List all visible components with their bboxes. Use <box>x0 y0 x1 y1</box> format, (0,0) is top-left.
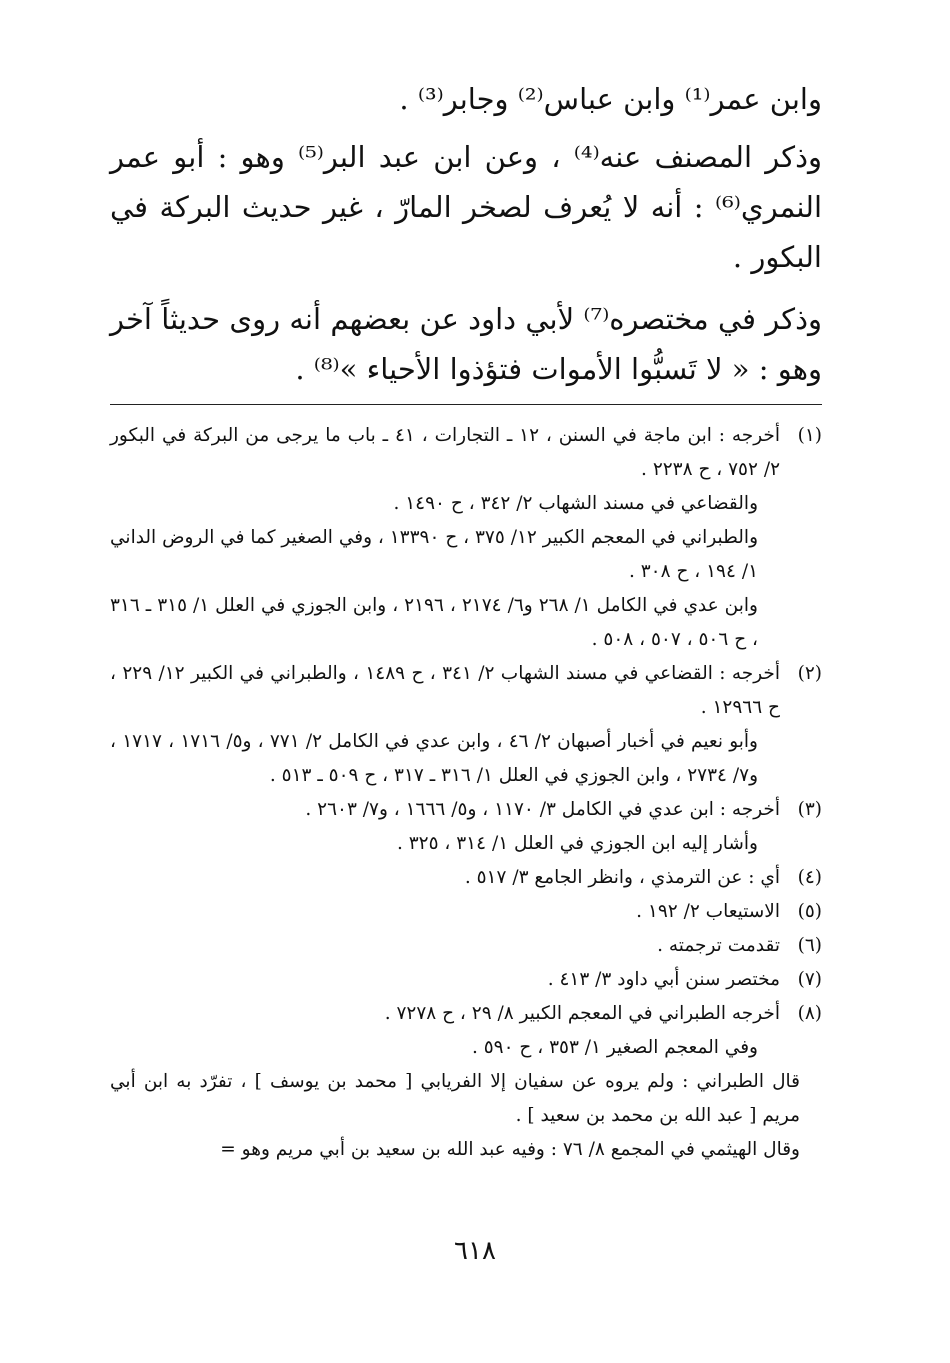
footnote-continuation-2: وقال الهيثمي في المجمع ٨/ ٧٦ : وفيه عبد الله بن سعيد بن أبي مريم وهو = <box>220 1139 800 1160</box>
footnote-line: أخرجه : القضاعي في مسند الشهاب ٢/ ٣٤١ ، ح ١٤٨٩ ، والطبراني في الكبير ١٢/ ٢٢٩ ، ح ١٢٩٦٦ . <box>110 663 780 718</box>
footnote-line: أي : عن الترمذي ، وانظر الجامع ٣/ ٥١٧ . <box>464 867 780 888</box>
footnote-7 <box>110 963 822 997</box>
footnote-2 <box>110 657 822 793</box>
footnote-number: (٦) <box>797 935 822 956</box>
footnote-line: وأبو نعيم في أخبار أصبهان ٢/ ٤٦ ، وابن عدي في الكامل ٢/ ٧٧١ ، و٥/ ١٧١٦ ، ١٧١٧ ، و٧/ ٢٧٣٤ ، وابن الجوزي في العلل ١/ ٣١٦ ـ ٣١٧ ، ح ٥٠٩ ـ ٥١٣ . <box>110 731 758 786</box>
footnote-line: والطبراني في المعجم الكبير ١٢/ ٣٧٥ ، ح ١٣٣٩٠ ، وفي الصغير كما في الروض الداني ١/ ١٩٤ ، ح ٣٠٨ . <box>110 527 758 582</box>
footnote-number: (٤) <box>797 867 822 888</box>
footnote-6 <box>110 929 822 963</box>
footnote-4 <box>110 861 822 895</box>
footnote-line: أخرجه : ابن عدي في الكامل ٣/ ١١٧٠ ، و٥/ ١٦٦٦ ، و٧/ ٢٦٠٣ . <box>305 799 780 820</box>
footnote-line: أخرجه : ابن ماجة في السنن ، ١٢ ـ التجارات ، ٤١ ـ باب ما يرجى من البركة في البكور ٢/ ٧٥٢ ، ح ٢٢٣٨ . <box>110 425 780 480</box>
paragraph-2: وذكر المصنف عنه⁽⁴⁾ ، وعن ابن عبد البر⁽⁵⁾ وهو : أبو عمر النمري⁽⁶⁾ : أنه لا يُعرف لصخر المارّ ، غير حديث البركة في البكور . <box>110 140 822 274</box>
footnote-separator <box>110 404 822 405</box>
footnote-number: (٥) <box>797 901 822 922</box>
footnote-8 <box>110 997 822 1065</box>
footnote-number: (٧) <box>797 969 822 990</box>
footnote-number: (١) <box>797 425 822 446</box>
page-number: ٦١٨ <box>454 1236 496 1266</box>
main-text <box>110 74 822 394</box>
paragraph-3: وذكر في مختصره⁽⁷⁾ لأبي داود عن بعضهم أنه روى حديثاً آخر وهو : « لا تَسبُّوا الأموات فتؤذوا الأحياء »⁽⁸⁾ . <box>110 302 822 386</box>
footnote-line: وفي المعجم الصغير ١/ ٣٥٣ ، ح ٥٩٠ . <box>471 1037 758 1058</box>
footnote-1 <box>110 419 822 657</box>
footnote-line: الاستيعاب ٢/ ١٩٢ . <box>636 901 780 922</box>
footnote-line: والقضاعي في مسند الشهاب ٢/ ٣٤٢ ، ح ١٤٩٠ . <box>393 493 758 514</box>
footnote-number: (٨) <box>797 1003 822 1024</box>
footnote-continuation-1: قال الطبراني : ولم يروه عن سفيان إلا الفريابي [ محمد بن يوسف ] ، تفرّد به ابن أبي مريم [ عبد الله بن محمد بن سعيد ] . <box>110 1071 800 1126</box>
page-body <box>110 74 822 1167</box>
footnote-line: أخرجه الطبراني في المعجم الكبير ٨/ ٢٩ ، ح ٧٢٧٨ . <box>384 1003 780 1024</box>
footnotes <box>110 419 822 1167</box>
footnote-line: تقدمت ترجمته . <box>657 935 780 956</box>
footnote-3 <box>110 793 822 861</box>
footnote-number: (٢) <box>797 663 822 684</box>
footnote-5 <box>110 895 822 929</box>
paragraph-1: وابن عمر⁽¹⁾ وابن عباس⁽²⁾ وجابر⁽³⁾ . <box>399 82 822 116</box>
footnote-number: (٣) <box>797 799 822 820</box>
footnote-line: مختصر سنن أبي داود ٣/ ٤١٣ . <box>547 969 780 990</box>
footnote-line: وابن عدي في الكامل ١/ ٢٦٨ و٦/ ٢١٧٤ ، ٢١٩٦ ، وابن الجوزي في العلل ١/ ٣١٥ ـ ٣١٦ ، ح ٥٠٦ ، ٥٠٧ ، ٥٠٨ . <box>110 595 758 650</box>
footnote-line: وأشار إليه ابن الجوزي في العلل ١/ ٣١٤ ، ٣٢٥ . <box>396 833 758 854</box>
